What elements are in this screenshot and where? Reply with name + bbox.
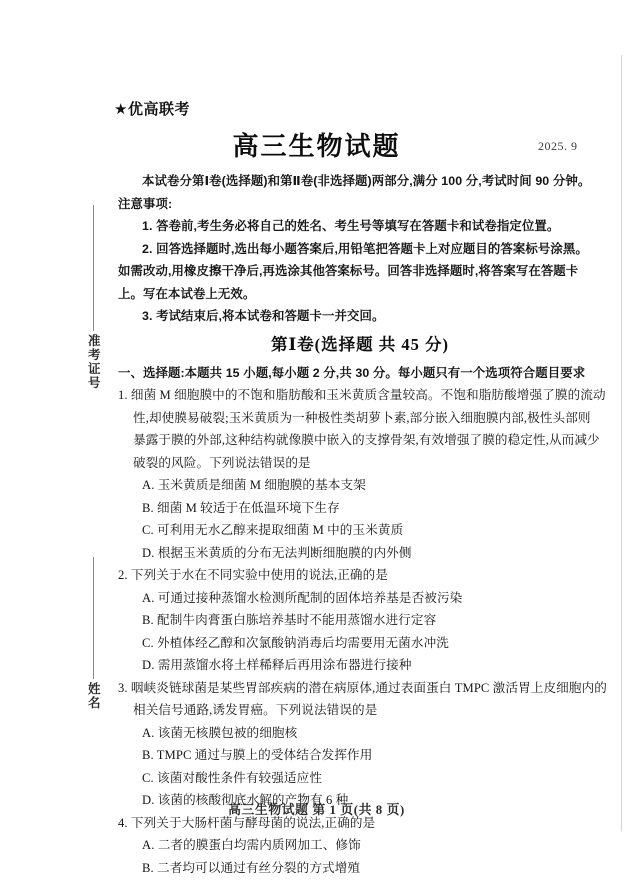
question-stem-line: 3. 咽峡炎链球菌是某些胃部疾病的潜在病原体,通过表面蛋白 TMPC 激活胃上皮细胞内的 — [118, 680, 607, 695]
margin-field-admission-number — [78, 205, 108, 390]
instructions-lead: 本试卷分第Ⅰ卷(选择题)和第Ⅱ卷(非选择题)两部分,满分 100 分,考试时间 90 分钟。 — [142, 174, 591, 188]
question-option: A. 可通过接种蒸馏水检测所配制的固体培养基是否被污染 — [142, 590, 463, 605]
question-option: C. 外植体经乙醇和次氯酸钠消毒后均需要用无菌水冲洗 — [142, 635, 449, 650]
exam-date: 2025. 9 — [538, 139, 578, 153]
instruction-item: 如需改动,用橡皮擦干净后,再选涂其他答案标号。回答非选择题时,将答案写在答题卡 — [118, 264, 579, 278]
question-option: C. 该菌对酸性条件有较强适应性 — [142, 770, 323, 785]
section-part-label: 一、选择题:本题共 15 小题,每小题 2 分,共 30 分。每小题只有一个选项符合题目要求 — [118, 365, 586, 380]
question-stem-line: 性,却使膜易破裂;玉米黄质为一种极性类胡萝卜素,部分嵌入细胞膜内部,极性头部则 — [133, 410, 591, 425]
question-item — [118, 812, 602, 880]
question-option: B. TMPC 通过与膜上的受体结合发挥作用 — [142, 748, 373, 762]
question-option: A. 该菌无核膜包被的细胞核 — [142, 725, 298, 740]
question-option: D. 根据玉米黄质的分布无法判断细胞膜的内外侧 — [142, 545, 412, 560]
section-heading-part-1: 第Ⅰ卷(选择题 共 45 分) — [270, 334, 450, 354]
question-item — [118, 564, 602, 677]
question-stem-line: 暴露于膜的外部,这种结构就像膜中嵌入的支撑骨架,有效增强了膜的稳定性,从而减少 — [133, 433, 600, 447]
question-stem-line: 相关信号通路,诱发胃癌。下列说法错误的是 — [133, 703, 378, 717]
question-option: B. 二者均可以通过有丝分裂的方式增殖 — [142, 860, 361, 875]
question-option: B. 细菌 M 较适于在低温环境下生存 — [142, 500, 340, 515]
exam-body — [118, 170, 607, 879]
instructions-notice-label: 注意事项: — [118, 196, 173, 211]
margin-label-name: 姓名 — [86, 682, 101, 710]
page-title: 高三生物试题 — [232, 132, 401, 161]
question-stem-line: 破裂的风险。下列说法错误的是 — [133, 455, 311, 470]
question-stem-line: 4. 下列关于大肠杆菌与酵母菌的说法,正确的是 — [118, 815, 376, 830]
question-option: D. 需用蒸馏水将土样稀释后再用涂布器进行接种 — [142, 658, 412, 672]
question-option: A. 二者的膜蛋白均需内质网加工、修饰 — [142, 838, 361, 852]
exam-brand-banner: ★优高联考 — [114, 101, 190, 118]
question-option: A. 玉米黄质是细菌 M 细胞膜的基本支架 — [142, 478, 366, 492]
question-item — [118, 677, 607, 812]
margin-label-admission-number: 准考证号 — [86, 334, 101, 390]
question-option: C. 可利用无水乙醇来提取细菌 M 中的玉米黄质 — [142, 523, 404, 537]
scan-page-edge — [621, 55, 622, 831]
margin-rule-line — [93, 557, 94, 679]
question-stem-line: 1. 细菌 M 细胞膜中的不饱和脂肪酸和玉米黄质含量较高。不饱和脂肪酸增强了膜的流动 — [118, 388, 606, 402]
question-stem-line: 2. 下列关于水在不同实验中使用的说法,正确的是 — [118, 568, 389, 582]
instruction-item: 上。写在本试卷上无效。 — [118, 286, 256, 301]
page-footer: 高三生物试题 第 1 页(共 8 页) — [228, 803, 405, 817]
instruction-item: 2. 回答选择题时,选出每小题答案后,用铅笔把答题卡上对应题目的答案标号涂黑。 — [142, 241, 588, 256]
instruction-item: 1. 答卷前,考生务必将自己的姓名、考生号等填写在答题卡和试卷指定位置。 — [142, 219, 560, 233]
question-item — [118, 384, 606, 564]
question-option: D. 该菌的核酸彻底水解的产物有 6 种 — [142, 793, 349, 807]
margin-field-name — [78, 557, 108, 710]
question-option: B. 配制牛肉膏蛋白胨培养基时不能用蒸馏水进行定容 — [142, 613, 437, 627]
instruction-item: 3. 考试结束后,将本试卷和答题卡一并交回。 — [142, 309, 385, 323]
margin-rule-line — [93, 205, 94, 331]
